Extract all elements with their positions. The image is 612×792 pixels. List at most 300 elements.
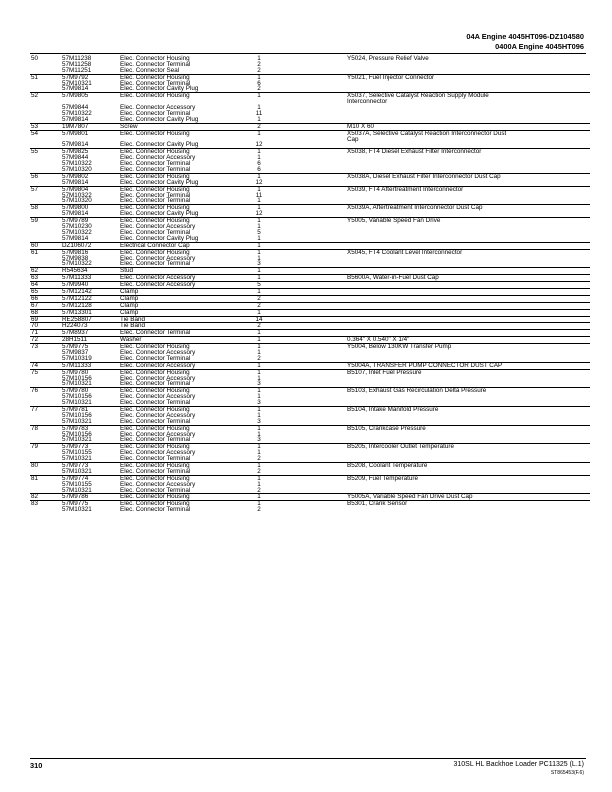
remarks: Y5024, Pressure Relief Valve [347, 55, 429, 62]
part-number: 57M10321 [62, 455, 92, 463]
quantity: 1 [257, 115, 261, 123]
description: Elec. Connector Housing [120, 92, 190, 100]
part-number: 57M9792 [62, 73, 89, 81]
part-number: 57M10156 [62, 393, 92, 401]
table-row [30, 493, 590, 500]
quantity: 12 [255, 210, 263, 218]
description: Elec. Connector Cavity Plug [120, 210, 199, 218]
quantity: 1 [257, 329, 261, 337]
remarks: Y5005A, Variable Speed Fan Drive Dust Cap [347, 493, 473, 501]
quantity: 1 [257, 336, 261, 344]
description: Elec. Connector Cavity Plug [120, 234, 199, 242]
table-row [30, 500, 590, 507]
part-number: 57M10322 [62, 191, 92, 199]
remarks: B5205, Intercooler Outlet Temperature [347, 443, 454, 451]
description: Elec. Connector Terminal [120, 455, 191, 463]
remarks: X5038, FT4 Diesel Exhaust Filter Interconnector [347, 148, 482, 156]
description: Screw [120, 122, 138, 130]
quantity: 11 [255, 110, 263, 118]
description: Elec. Connector Accessory [120, 104, 196, 112]
remarks: Y5021, Fuel Injector Connector [347, 73, 435, 81]
quantity: 2 [257, 66, 261, 74]
description: Stud [120, 267, 133, 275]
quantity: 1 [257, 405, 261, 413]
table-row [30, 462, 590, 469]
quantity: 12 [255, 141, 263, 149]
quantity: 6 [257, 166, 261, 174]
description: Elec. Connector Cavity Plug [120, 178, 199, 186]
description: Washer [120, 336, 142, 344]
ref-number: 63 [31, 274, 39, 282]
table-row [30, 507, 590, 513]
description: Elec. Connector Terminal [120, 436, 191, 444]
part-number: 57M12122 [62, 294, 92, 302]
part-number: 57M9838 [62, 254, 89, 262]
part-number: 57M9814 [62, 178, 89, 186]
quantity: 1 [257, 411, 261, 419]
description: Elec. Connector Accessory [120, 449, 196, 457]
table-row [30, 123, 590, 130]
description: Elec. Connector Accessory [120, 223, 196, 231]
part-number: 57M11238 [62, 55, 92, 62]
table-row [30, 92, 590, 99]
quantity: 2 [257, 467, 261, 475]
ref-number: 83 [31, 500, 39, 508]
table-row [30, 74, 590, 81]
description: Elec. Connector Housing [120, 343, 190, 351]
part-number: 57M9783 [62, 424, 89, 432]
description: Tie Band [120, 322, 145, 330]
ref-number: 71 [31, 329, 39, 337]
ref-number: 77 [31, 405, 39, 413]
footer-code: ST865453(F.6) [550, 770, 584, 776]
part-number: 57M9814 [62, 234, 89, 242]
ref-number: 60 [31, 241, 39, 249]
ref-number: 68 [31, 308, 39, 316]
description: Elec. Connector Housing [120, 424, 190, 432]
description: Elec. Connector Terminal [120, 486, 191, 494]
quantity: 1 [257, 254, 261, 262]
description: Electrical Connector Cap [120, 241, 190, 249]
part-number: 57M10321 [62, 380, 92, 388]
description: Elec. Connector Accessory [120, 430, 196, 438]
table-row [30, 362, 590, 369]
remarks: Y5005, Variable Speed Fan Drive [347, 217, 441, 225]
quantity: 1 [257, 267, 261, 275]
quantity: 3 [257, 380, 261, 388]
description: Elec. Connector Terminal [120, 110, 191, 118]
part-number: 57M9774 [62, 474, 89, 482]
remarks: X5045, FT4 Coolant Level Interconnector [347, 248, 463, 256]
table-row [30, 249, 590, 256]
part-number: 57M9786 [62, 493, 89, 501]
table-row [30, 274, 590, 281]
description: Elec. Connector Housing [120, 129, 190, 137]
ref-number: 51 [31, 73, 39, 81]
quantity: 1 [257, 308, 261, 316]
quantity: 1 [257, 343, 261, 351]
ref-number: 52 [31, 92, 39, 100]
remarks: B5301, Crank Sensor [347, 500, 408, 508]
description: Elec. Connector Terminal [120, 506, 191, 514]
quantity: 11 [255, 191, 263, 199]
quantity: 1 [257, 223, 261, 231]
ref-number: 74 [31, 361, 39, 369]
quantity: 1 [257, 368, 261, 376]
table-row [30, 443, 590, 450]
remarks: X5037, Selective Catalyst Reaction Supply Module [347, 92, 489, 100]
ref-number: 69 [31, 315, 39, 323]
page-number: 310 [30, 761, 43, 770]
quantity: 1 [257, 274, 261, 282]
part-number: H224073 [62, 322, 88, 330]
remarks: X5039A, Aftertreatment Interconnector Dust Cap [347, 204, 483, 212]
description: Elec. Connector Accessory [120, 281, 196, 289]
table-row [30, 130, 590, 137]
part-number: 57M9775 [62, 500, 89, 508]
ref-number: 59 [31, 217, 39, 225]
description: Elec. Connector Cavity Plug [120, 141, 199, 149]
quantity: 1 [257, 374, 261, 382]
description: Elec. Connector Seal [120, 66, 180, 74]
ref-number: 75 [31, 368, 39, 376]
part-number: 57M9805 [62, 92, 89, 100]
part-number: RE258807 [62, 315, 92, 323]
ref-number: 54 [31, 129, 39, 137]
description: Elec. Connector Housing [120, 368, 190, 376]
quantity: 1 [257, 154, 261, 162]
quantity: 1 [257, 197, 261, 205]
ref-number: 57 [31, 185, 39, 193]
table-row [30, 267, 590, 274]
quantity: 1 [257, 234, 261, 242]
quantity: 1 [257, 500, 261, 508]
part-number: 57M10230 [62, 223, 92, 231]
part-number: 19M7807 [62, 122, 89, 130]
quantity: 1 [257, 104, 261, 112]
header-engine-model: 0400A Engine 4045HT096 [495, 42, 584, 51]
part-number: 57M9802 [62, 172, 89, 180]
part-number: 57M9773 [62, 462, 89, 469]
description: Elec. Connector Housing [120, 462, 190, 469]
part-number: 57M10319 [62, 354, 92, 362]
description: Elec. Connector Terminal [120, 160, 191, 168]
quantity: 2 [257, 60, 261, 68]
remarks: B5107, Inlet Fuel Pressure [347, 368, 422, 376]
part-number: 57M11333 [62, 274, 92, 282]
ref-number: 82 [31, 493, 39, 501]
quantity: 1 [257, 443, 261, 451]
quantity: 1 [257, 92, 261, 100]
remarks: Y5004A, TRANSFER PUMP CONNECTOR DUST CAP [347, 361, 503, 369]
quantity: 12 [255, 178, 263, 186]
part-number: 28H1511 [62, 336, 88, 344]
ref-number: 56 [31, 172, 39, 180]
part-number: 57M9781 [62, 405, 89, 413]
description: Elec. Connector Terminal [120, 228, 191, 236]
description: Elec. Connector Housing [120, 500, 190, 508]
ref-number: 55 [31, 148, 39, 156]
quantity: 1 [257, 462, 261, 469]
part-number: 57M12142 [62, 287, 92, 295]
quantity: 1 [257, 241, 261, 249]
part-number: 57M10320 [62, 166, 92, 174]
description: Elec. Connector Accessory [120, 274, 196, 282]
quantity: 1 [257, 424, 261, 432]
remarks: B5209, Fuel Temperature [347, 474, 418, 482]
part-number: 57M9844 [62, 154, 89, 162]
quantity: 3 [257, 436, 261, 444]
quantity: 1 [257, 449, 261, 457]
part-number: 57M10321 [62, 467, 92, 475]
part-number: 57M9804 [62, 185, 89, 193]
footer-rule [30, 758, 586, 759]
table-row [30, 329, 590, 336]
remarks: X5038A, Diesel Exhaust Filter Interconnector Dust Cap [347, 172, 501, 180]
description: Elec. Connector Terminal [120, 166, 191, 174]
quantity: 1 [257, 204, 261, 212]
remarks: Y5004, Below 130KW Transfer Pump [347, 343, 452, 351]
quantity: 1 [257, 148, 261, 156]
description: Elec. Connector Terminal [120, 467, 191, 475]
table-row [30, 336, 590, 343]
table-row [30, 316, 590, 323]
quantity: 1 [257, 129, 261, 137]
table-row [30, 406, 590, 413]
description: Elec. Connector Cavity Plug [120, 115, 199, 123]
quantity: 1 [257, 480, 261, 488]
table-row [30, 425, 590, 432]
ref-number: 64 [31, 281, 39, 289]
part-number: 57M10321 [62, 436, 92, 444]
quantity: 1 [257, 248, 261, 256]
part-number: 57M9814 [62, 85, 89, 93]
description: Clamp [120, 308, 139, 316]
part-number: 57M9825 [62, 148, 89, 156]
part-number: 57M8937 [62, 329, 89, 337]
description: Elec. Connector Housing [120, 204, 190, 212]
description: Elec. Connector Housing [120, 172, 190, 180]
header-rule [30, 53, 586, 54]
remarks: B5208, Coolant Temperature [347, 462, 428, 469]
footer-title: 310SL HL Backhoe Loader PC11325 (L.1) [453, 761, 584, 768]
quantity: 2 [257, 506, 261, 514]
quantity: 2 [257, 294, 261, 302]
description: Elec. Connector Housing [120, 405, 190, 413]
header-engine-serial: 04A Engine 4045HT096-DZ104580 [466, 32, 584, 41]
part-number: DZ106072 [62, 241, 92, 249]
part-number: 57M9773 [62, 443, 89, 451]
quantity: 3 [257, 260, 261, 268]
quantity: 2 [257, 486, 261, 494]
table-row [30, 475, 590, 482]
description: Elec. Connector Housing [120, 474, 190, 482]
description: Clamp [120, 294, 139, 302]
ref-number: 70 [31, 322, 39, 330]
quantity: 2 [257, 455, 261, 463]
part-number: 57M10321 [62, 399, 92, 407]
quantity: 1 [257, 55, 261, 62]
part-number: 57M9780 [62, 387, 89, 395]
part-number: 57M10322 [62, 160, 92, 168]
remarks: 0.364" X 0.540" X 1/4" [347, 336, 410, 344]
ref-number: 81 [31, 474, 39, 482]
quantity: 1 [257, 430, 261, 438]
table-row [30, 242, 590, 249]
description: Elec. Connector Terminal [120, 417, 191, 425]
quantity: 1 [257, 393, 261, 401]
remarks: Interconnector [347, 98, 388, 106]
description: Elec. Connector Housing [120, 217, 190, 225]
description: Elec. Connector Housing [120, 148, 190, 156]
quantity: 1 [257, 474, 261, 482]
remarks: X5037A, Selective Catalyst Reaction Interconnector Dust [347, 129, 507, 137]
table-row [30, 322, 590, 329]
description: Elec. Connector Terminal [120, 399, 191, 407]
quantity: 3 [257, 399, 261, 407]
description: Elec. Connector Housing [120, 248, 190, 256]
quantity: 1 [257, 287, 261, 295]
table-row [30, 295, 590, 302]
description: Elec. Connector Terminal [120, 354, 191, 362]
quantity: 2 [257, 301, 261, 309]
description: Elec. Connector Accessory [120, 374, 196, 382]
description: Elec. Connector Housing [120, 443, 190, 451]
quantity: 1 [257, 493, 261, 501]
description: Elec. Connector Terminal [120, 191, 191, 199]
description: Elec. Connector Terminal [120, 79, 191, 87]
remarks: B5600A, Water-in-Fuel Dust Cap [347, 274, 439, 282]
part-number: 57M10320 [62, 197, 92, 205]
table-row [30, 281, 590, 288]
table-row [30, 186, 590, 193]
quantity: 1 [257, 185, 261, 193]
ref-number: 50 [31, 55, 39, 62]
description: Elec. Connector Terminal [120, 60, 191, 68]
part-number: 57M9780 [62, 368, 89, 376]
description: Elec. Connector Cavity Plug [120, 85, 199, 93]
ref-number: 53 [31, 122, 39, 130]
part-number: 57M10155 [62, 449, 92, 457]
quantity: 1 [257, 217, 261, 225]
description: Elec. Connector Housing [120, 387, 190, 395]
ref-number: 67 [31, 301, 39, 309]
part-number: 57M10156 [62, 411, 92, 419]
description: Elec. Connector Accessory [120, 154, 196, 162]
description: Elec. Connector Terminal [120, 329, 191, 337]
part-number: 57M10156 [62, 374, 92, 382]
part-number: 57M9816 [62, 248, 89, 256]
ref-number: 66 [31, 294, 39, 302]
part-number: 57M10321 [62, 79, 92, 87]
table-row [30, 309, 590, 316]
ref-number: 80 [31, 462, 39, 469]
parts-list [30, 56, 590, 513]
ref-number: 79 [31, 443, 39, 451]
part-number: 57M10155 [62, 480, 92, 488]
ref-number: 65 [31, 287, 39, 295]
remarks: M10 X 60 [347, 122, 374, 130]
quantity: 3 [257, 417, 261, 425]
quantity: 5 [257, 281, 261, 289]
part-number: 57M9844 [62, 104, 89, 112]
ref-number: 78 [31, 424, 39, 432]
table-row [30, 369, 590, 376]
quantity: 1 [257, 348, 261, 356]
ref-number: 61 [31, 248, 39, 256]
part-number: 57M9775 [62, 343, 89, 351]
description: Clamp [120, 287, 139, 295]
quantity: 1 [257, 361, 261, 369]
remarks: X5039, FT4 Aftertreatment Interconnector [347, 185, 464, 193]
part-number: 57M10322 [62, 110, 92, 118]
remarks: B5104, Intake Manifold Pressure [347, 405, 439, 413]
part-number: 57M9814 [62, 210, 89, 218]
part-number: 57M10321 [62, 417, 92, 425]
part-number: 57M11251 [62, 66, 92, 74]
description: Elec. Connector Accessory [120, 480, 196, 488]
quantity: 2 [257, 122, 261, 130]
part-number: 57M10322 [62, 228, 92, 236]
part-number: 57M9814 [62, 115, 89, 123]
quantity: 1 [257, 73, 261, 81]
quantity: 14 [255, 315, 263, 323]
description: Elec. Connector Housing [120, 73, 190, 81]
table-row [30, 148, 590, 155]
part-number: R545634 [62, 267, 88, 275]
quantity: 6 [257, 79, 261, 87]
part-number: 57M10322 [62, 260, 92, 268]
description: Elec. Connector Accessory [120, 254, 196, 262]
part-number: 57M9801 [62, 129, 89, 137]
description: Tie Band [120, 315, 145, 323]
description: Elec. Connector Accessory [120, 348, 196, 356]
part-number: 57M11333 [62, 361, 92, 369]
part-number: 57M9800 [62, 204, 89, 212]
description: Elec. Connector Terminal [120, 197, 191, 205]
quantity: 2 [257, 322, 261, 330]
part-number: 57M9837 [62, 348, 89, 356]
part-number: 57M10321 [62, 486, 92, 494]
part-number: 57M11258 [62, 60, 92, 68]
table-row [30, 204, 590, 211]
quantity: 2 [257, 354, 261, 362]
part-number: 57M9940 [62, 281, 89, 289]
description: Elec. Connector Housing [120, 493, 190, 501]
description: Elec. Connector Housing [120, 185, 190, 193]
ref-number: 72 [31, 336, 39, 344]
remarks: Cap [347, 135, 359, 143]
quantity: 6 [257, 160, 261, 168]
quantity: 1 [257, 387, 261, 395]
description: Elec. Connector Housing [120, 55, 190, 62]
description: Elec. Connector Terminal [120, 260, 191, 268]
description: Elec. Connector Accessory [120, 393, 196, 401]
table-row [30, 288, 590, 295]
quantity: 5 [257, 228, 261, 236]
part-number: 57M12128 [62, 301, 92, 309]
quantity: 1 [257, 172, 261, 180]
remarks: B5105, Crankcase Pressure [347, 424, 426, 432]
part-number: 57M9814 [62, 141, 89, 149]
table-row [30, 343, 590, 350]
description: Elec. Connector Terminal [120, 380, 191, 388]
part-number: 57M9789 [62, 217, 89, 225]
ref-number: 58 [31, 204, 39, 212]
table-row [30, 173, 590, 180]
part-number: 57M13301 [62, 308, 92, 316]
part-number: 57M10156 [62, 430, 92, 438]
